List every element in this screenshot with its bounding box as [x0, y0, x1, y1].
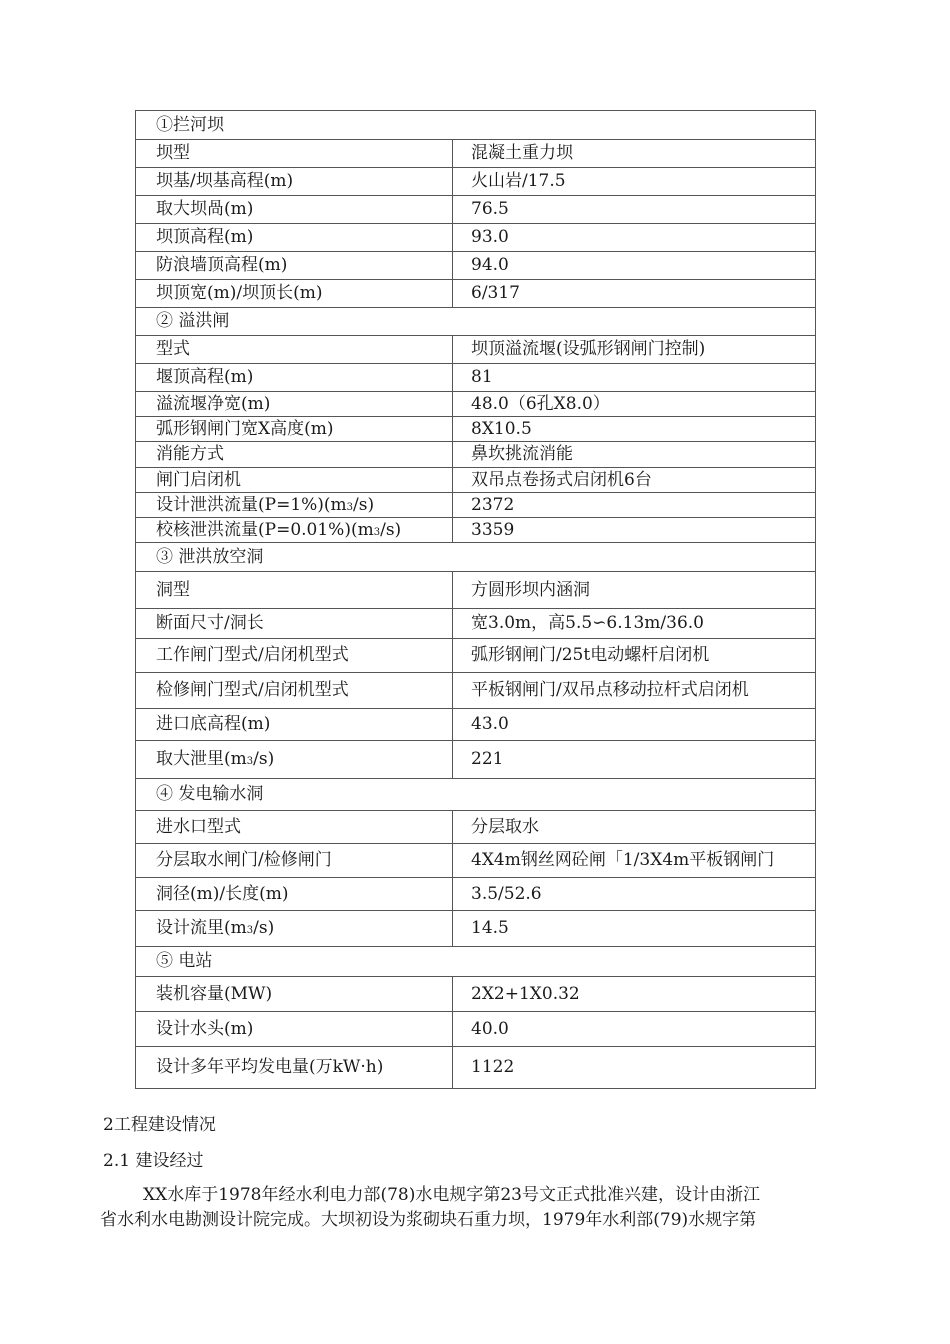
row-value: 14.5 — [453, 911, 816, 947]
table-row — [136, 811, 816, 844]
table-row — [136, 392, 816, 417]
row-value: 8X10.5 — [453, 417, 816, 442]
table-row — [136, 364, 816, 392]
row-label-text: 设计泄洪流量(P=1%)(m — [156, 494, 347, 515]
section-heading: 2工程建设情况 — [103, 1115, 216, 1135]
row-value: 3359 — [453, 518, 816, 543]
row-label: 断面尺寸/洞长 — [136, 609, 453, 639]
row-value: 双吊点卷扬式启闭机6台 — [453, 468, 816, 493]
row-label: 装机容量(MW) — [136, 977, 453, 1012]
row-value: 方圆形坝内涵洞 — [453, 572, 816, 609]
row-value: 鼻坎挑流消能 — [453, 442, 816, 468]
row-value: 3.5/52.6 — [453, 878, 816, 911]
row-value: 93.0 — [453, 224, 816, 252]
row-value: 弧形钢闸门/25t电动螺杆启闭机 — [453, 639, 816, 673]
row-label: 防浪墙顶高程(m) — [136, 252, 453, 280]
table-row — [136, 252, 816, 280]
row-label: 溢流堰净宽(m) — [136, 392, 453, 417]
table-row — [136, 280, 816, 308]
table-row — [136, 844, 816, 878]
row-label: 分层取水闸门/检修闸门 — [136, 844, 453, 878]
row-label — [136, 741, 453, 779]
row-label — [136, 518, 453, 543]
table-row — [136, 639, 816, 673]
row-label: 检修闸门型式/启闭机型式 — [136, 673, 453, 709]
row-label: 弧形钢闸门宽X高度(m) — [136, 417, 453, 442]
section-title: ④ 发电输水洞 — [136, 779, 816, 811]
row-label: 进口底高程(m) — [136, 709, 453, 741]
row-label: 消能方式 — [136, 442, 453, 468]
table-row — [136, 741, 816, 779]
row-label: 型式 — [136, 336, 453, 364]
row-label: 洞型 — [136, 572, 453, 609]
subsection-heading: 2.1 建设经过 — [103, 1151, 204, 1171]
row-value: 43.0 — [453, 709, 816, 741]
table-row — [136, 977, 816, 1012]
row-label-text: /s) — [380, 519, 402, 540]
row-value: 40.0 — [453, 1012, 816, 1047]
row-value: 宽3.0m，高5.5∽6.13m/36.0 — [453, 609, 816, 639]
row-value: 6/317 — [453, 280, 816, 308]
row-value: 76.5 — [453, 196, 816, 224]
table-row — [136, 609, 816, 639]
section-row — [136, 779, 816, 811]
row-value: 48.0（6孔X8.0） — [453, 392, 816, 417]
row-label: 进水口型式 — [136, 811, 453, 844]
unit-subscript: 3 — [246, 925, 254, 936]
section-title: ⑤ 电站 — [136, 947, 816, 977]
row-value: 火山岩/17.5 — [453, 168, 816, 196]
table-row — [136, 572, 816, 609]
paragraph-line: XX水库于1978年经水利电力部(78)水电规字第23号文正式批准兴建，设计由浙江 — [143, 1185, 760, 1205]
row-label-text: /s) — [353, 494, 375, 515]
spec-table — [135, 110, 816, 1089]
row-label: 工作闸门型式/启闭机型式 — [136, 639, 453, 673]
section-title: ③ 泄洪放空洞 — [136, 543, 816, 572]
table-row — [136, 673, 816, 709]
row-value: 分层取水 — [453, 811, 816, 844]
section-row — [136, 947, 816, 977]
row-label — [136, 493, 453, 518]
row-label-text: 校核泄洪流量(P=0.01%)(m — [156, 519, 374, 540]
table-row — [136, 468, 816, 493]
section-row — [136, 111, 816, 140]
section-title: ② 溢洪闸 — [136, 308, 816, 336]
row-value: 平板钢闸门/双吊点移动拉杆式启闭机 — [453, 673, 816, 709]
row-label-text: 取大泄里(m — [156, 749, 247, 769]
unit-subscript: 3 — [246, 756, 254, 767]
table-row — [136, 442, 816, 468]
row-value: 81 — [453, 364, 816, 392]
row-value: 2X2+1X0.32 — [453, 977, 816, 1012]
row-label: 堰顶高程(m) — [136, 364, 453, 392]
table-row — [136, 224, 816, 252]
row-label: 闸门启闭机 — [136, 468, 453, 493]
row-value: 1122 — [453, 1047, 816, 1089]
row-label: 设计多年平均发电量(万kW·h) — [136, 1047, 453, 1089]
row-label: 坝基/坝基高程(m) — [136, 168, 453, 196]
unit-subscript: 3 — [346, 501, 354, 513]
table-row — [136, 336, 816, 364]
row-value: 混凝土重力坝 — [453, 140, 816, 168]
row-label: 设计水头(m) — [136, 1012, 453, 1047]
table-row — [136, 417, 816, 442]
unit-subscript: 3 — [373, 526, 381, 538]
row-value: 221 — [453, 741, 816, 779]
table-row — [136, 911, 816, 947]
row-label — [136, 911, 453, 947]
table-row — [136, 518, 816, 543]
section-title: ①拦河坝 — [136, 111, 816, 140]
row-label: 取大坝咼(m) — [136, 196, 453, 224]
table-row — [136, 878, 816, 911]
row-value: 坝顶溢流堰(设弧形钢闸门控制) — [453, 336, 816, 364]
row-label: 洞径(m)/长度(m) — [136, 878, 453, 911]
row-value: 4X4m钢丝网砼闸「1/3X4m平板钢闸门 — [453, 844, 816, 878]
table-row — [136, 1047, 816, 1089]
section-row — [136, 308, 816, 336]
body-paragraph — [100, 1183, 843, 1233]
row-label: 坝顶宽(m)/坝顶长(m) — [136, 280, 453, 308]
table-row — [136, 196, 816, 224]
row-label-text: /s) — [253, 749, 275, 769]
row-label: 坝型 — [136, 140, 453, 168]
section-row — [136, 543, 816, 572]
table-row — [136, 168, 816, 196]
row-label-text: 设计流里(m — [156, 918, 247, 938]
paragraph-line: 省水利水电勘测设计院完成。大坝初设为浆砌块石重力坝，1979年水利部(79)水规字第 — [100, 1210, 757, 1230]
row-value: 2372 — [453, 493, 816, 518]
row-value: 94.0 — [453, 252, 816, 280]
table-row — [136, 709, 816, 741]
row-label: 坝顶高程(m) — [136, 224, 453, 252]
row-label-text: /s) — [253, 918, 275, 938]
table-row — [136, 493, 816, 518]
table-row — [136, 1012, 816, 1047]
table-row — [136, 140, 816, 168]
